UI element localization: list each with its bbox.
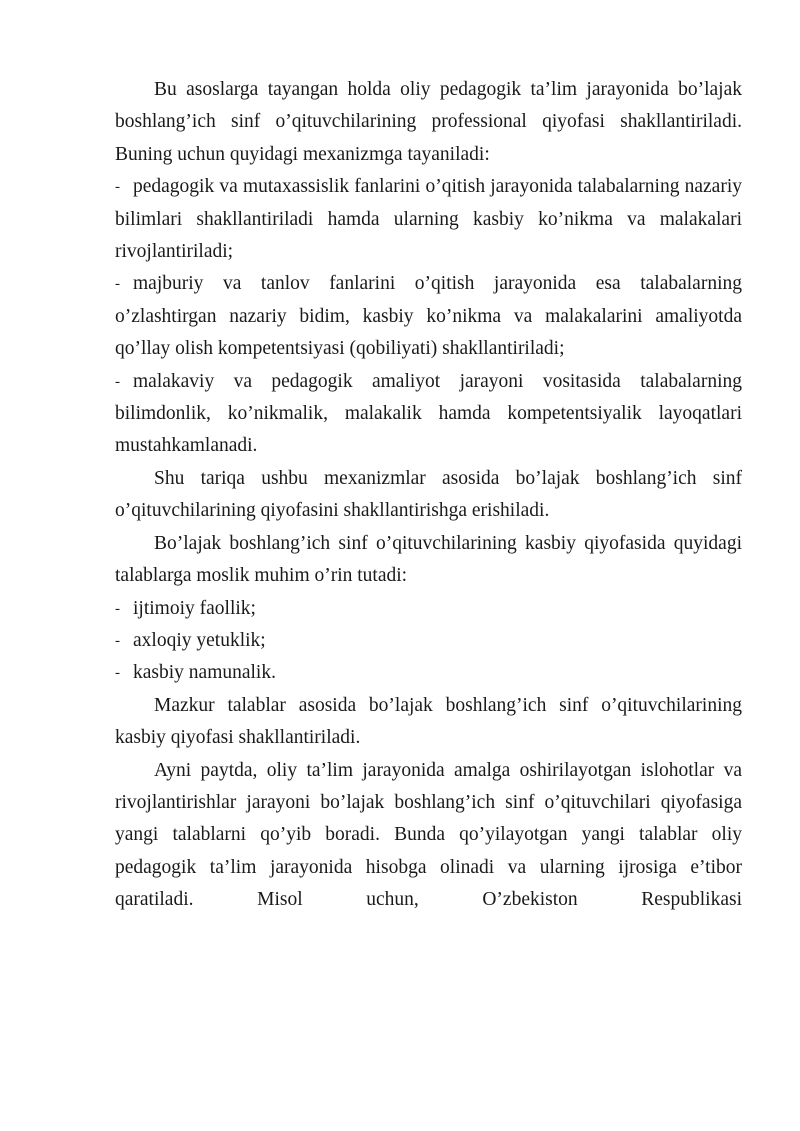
paragraph-requirements-intro: Bo’lajak boshlang’ich sinf o’qituvchilarining kasbiy qiyofasida quyidagi talablarga moslik muhim o’rin tutadi: (115, 532, 742, 587)
list-item-text: axloqiy yetuklik; (133, 629, 266, 651)
dash-marker: - (115, 632, 120, 649)
dash-marker: - (115, 665, 120, 682)
list-item-text: pedagogik va mutaxassislik fanlarini o’qitish jarayonida talabalarning nazariy bilimlari shakllantiriladi hamda ularning kasbiy ko’nikma va malakalari rivojlantiriladi; (115, 176, 742, 263)
list-item (115, 593, 742, 625)
list-item-text: majburiy va tanlov fanlarini o’qitish jarayonida esa talabalarning o’zlashtirgan nazariy bidim, kasbiy ko’nikma va malakalarini amaliyotda qo’llay olish kompetentsiyasi (qobiliyati) shakllantiriladi; (115, 273, 742, 360)
list-item (115, 366, 742, 463)
dash-marker: - (115, 179, 120, 196)
list-item-text: malakaviy va pedagogik amaliyot jarayoni vositasida talabalarning bilimdonlik, ko’nikmalik, malakalik hamda kompetentsiyalik layoqatlari mustahkamlanadi. (115, 370, 742, 457)
list-item (115, 268, 742, 365)
list-item (115, 171, 742, 268)
paragraph-intro: Bu asoslarga tayangan holda oliy pedagogik ta’lim jarayonida bo’lajak boshlang’ich sinf o’qituvchilarining professional qiyofasi shakllantiriladi. Buning uchun quyidagi mexanizmga tayaniladi: (115, 79, 742, 165)
document-page (115, 74, 742, 917)
dash-marker: - (115, 276, 120, 293)
paragraph-reforms: Ayni paytda, oliy ta’lim jarayonida amalga oshirilayotgan islohotlar va rivojlantirishlar jarayoni bo’lajak boshlang’ich sinf o’qituvchilari qiyofasiga yangi talablarni qo’yib boradi. Bunda qo’yilayotgan yangi talablar oliy pedagogik ta’lim jarayonida hisobga olinadi va ularning ijrosiga e’tibor qaratiladi. Misol uchun, O’zbekiston Respublikasi (115, 759, 742, 911)
list-item (115, 657, 742, 689)
dash-marker: - (115, 600, 120, 617)
list-item-text: kasbiy namunalik. (133, 662, 276, 684)
dash-marker: - (115, 373, 120, 390)
list-item-text: ijtimoiy faollik; (133, 597, 256, 619)
paragraph-requirements-summary: Mazkur talablar asosida bo’lajak boshlang’ich sinf o’qituvchilarining kasbiy qiyofasi shakllantiriladi. (115, 694, 742, 749)
paragraph-mechanisms-summary: Shu tariqa ushbu mexanizmlar asosida bo’lajak boshlang’ich sinf o’qituvchilarining qiyofasini shakllantirishga erishiladi. (115, 467, 742, 522)
list-item (115, 625, 742, 657)
